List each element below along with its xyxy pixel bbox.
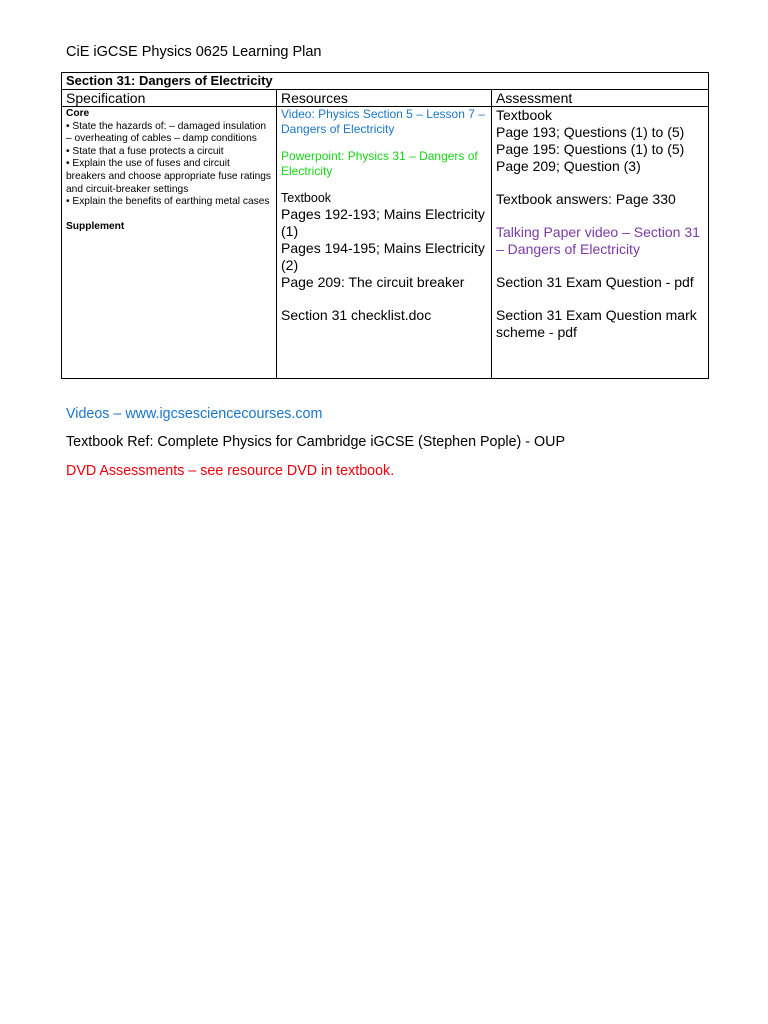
assessment-question: Page 193; Questions (1) to (5) <box>496 124 685 140</box>
core-item: • State that a fuse protects a circuit <box>66 145 224 157</box>
core-item: • Explain the benefits of earthing metal cases <box>66 196 270 208</box>
textbook-pages-item: Page 209: The circuit breaker <box>281 274 465 290</box>
core-item: • State the hazards of: – damaged insulation – overheating of cables – damp conditions <box>66 120 267 145</box>
resources-cell <box>277 107 492 379</box>
resources-textbook-label: Textbook <box>281 191 332 205</box>
textbook-pages-item: Pages 194-195; Mains Electricity (2) <box>281 240 485 273</box>
assessment-question: Page 209; Question (3) <box>496 158 641 174</box>
powerpoint-link[interactable]: Powerpoint: Physics 31 – Dangers of Electricity <box>281 149 478 178</box>
videos-link[interactable]: Videos – www.igcsesciencecourses.com <box>66 406 323 422</box>
learning-plan-table <box>61 72 709 379</box>
section-row <box>62 73 709 90</box>
core-heading: Core <box>66 108 90 119</box>
video-link[interactable]: Video: Physics Section 5 – Lesson 7 – Dangers of Electricity <box>281 107 485 136</box>
talking-paper-link[interactable]: Talking Paper video – Section 31 – Dangers of Electricity <box>496 224 700 257</box>
exam-question-file[interactable]: Section 31 Exam Question - pdf <box>496 274 694 290</box>
textbook-reference: Textbook Ref: Complete Physics for Cambridge iGCSE (Stephen Pople) - OUP <box>66 434 566 450</box>
mark-scheme-file[interactable]: Section 31 Exam Question mark scheme - pdf <box>496 307 697 340</box>
textbook-answers: Textbook answers: Page 330 <box>496 191 676 207</box>
content-row <box>62 107 709 379</box>
assessment-question: Page 195: Questions (1) to (5) <box>496 141 685 157</box>
checklist-file[interactable]: Section 31 checklist.doc <box>281 307 432 323</box>
core-item: • Explain the use of fuses and circuit breakers and choose appropriate fuse ratings and circuit-breaker settings <box>66 158 272 195</box>
assessment-textbook-label: Textbook <box>496 107 553 123</box>
specification-cell <box>62 107 277 379</box>
resources-header: Resources <box>277 90 492 107</box>
section-title: Section 31: Dangers of Electricity <box>62 73 709 90</box>
document-title: CiE iGCSE Physics 0625 Learning Plan <box>66 44 322 60</box>
assessment-header: Assessment <box>492 90 709 107</box>
textbook-pages-item: Pages 192-193; Mains Electricity (1) <box>281 206 485 239</box>
header-row <box>62 90 709 107</box>
supplement-heading: Supplement <box>66 220 125 232</box>
dvd-assessments-note: DVD Assessments – see resource DVD in textbook. <box>66 463 395 479</box>
assessment-cell <box>492 107 709 379</box>
specification-header: Specification <box>62 90 277 107</box>
